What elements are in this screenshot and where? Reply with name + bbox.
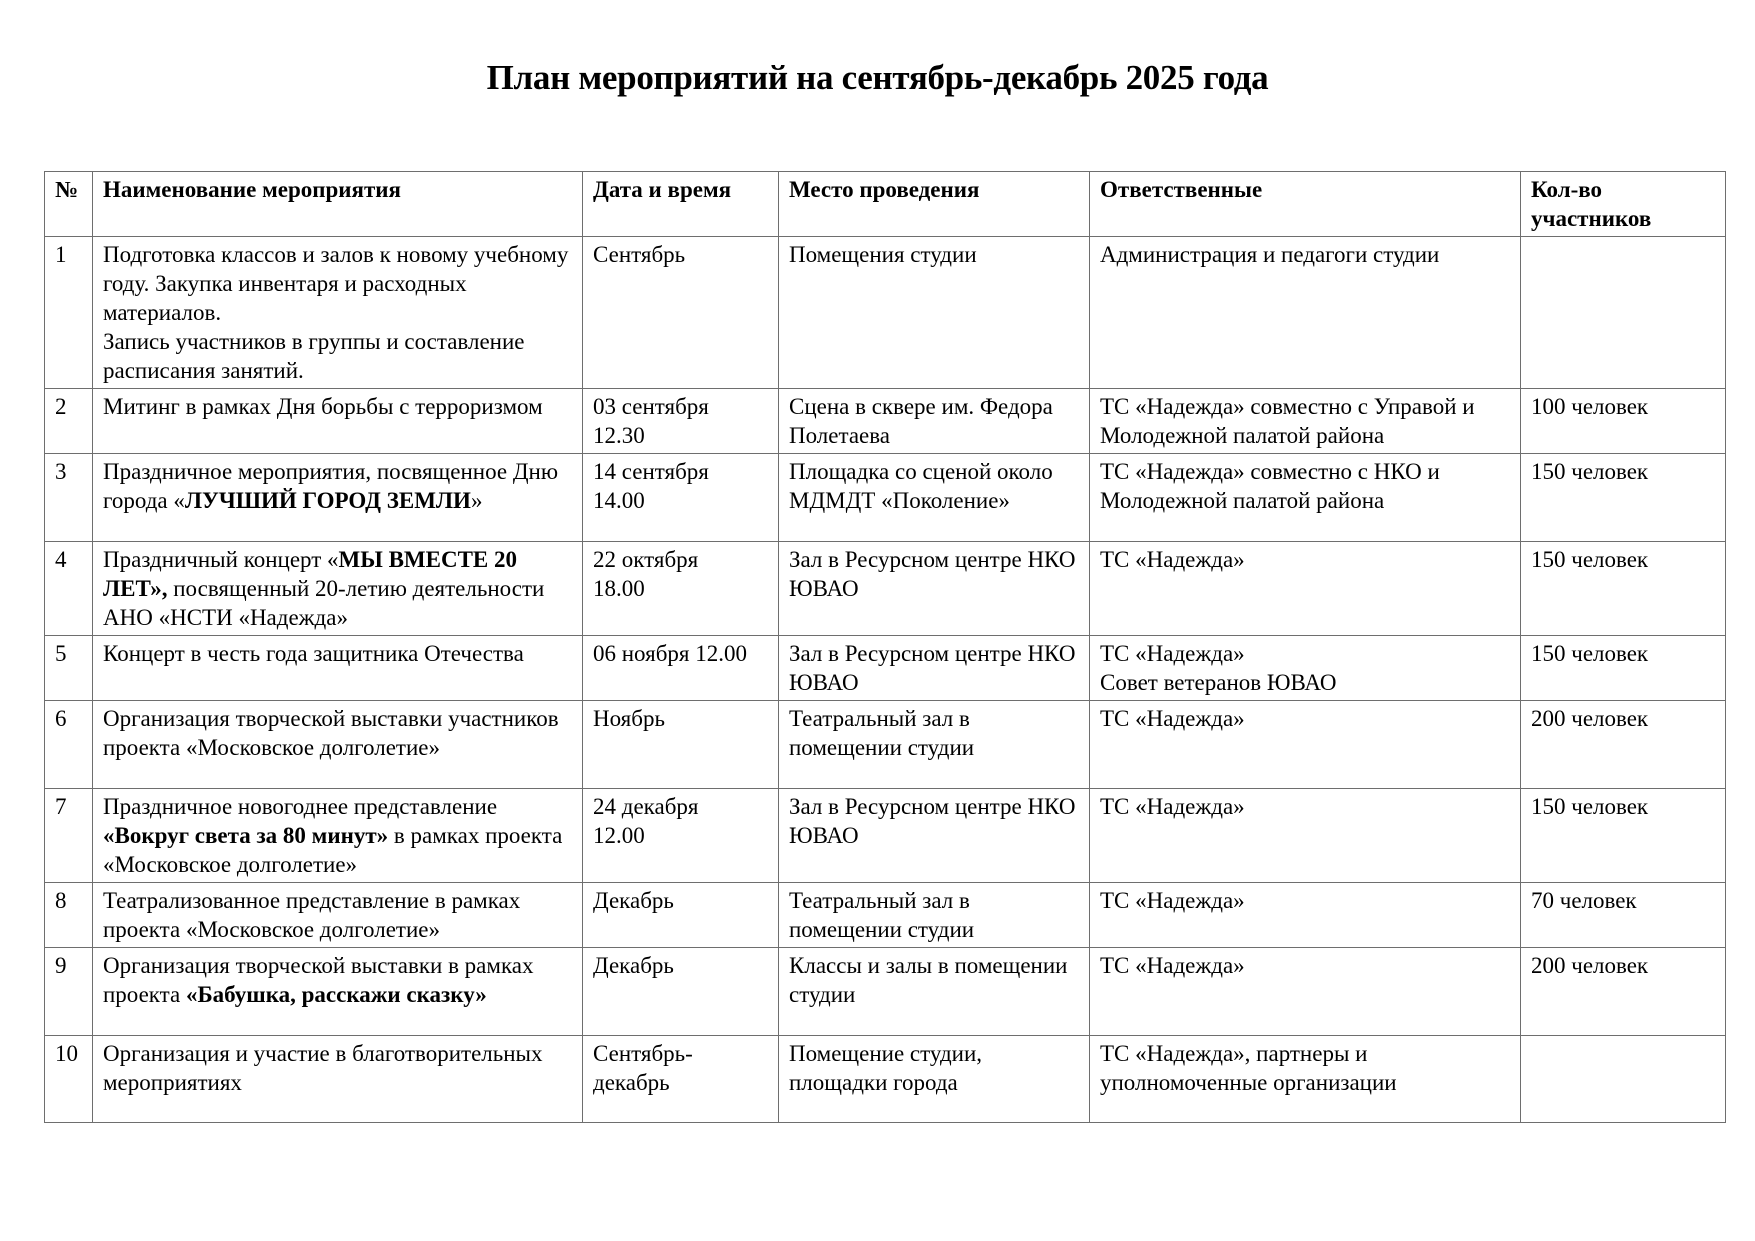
cell-participants-count <box>1521 1036 1726 1123</box>
cell-num: 10 <box>45 1036 93 1123</box>
cell-event-name <box>93 542 583 636</box>
cell-date-time <box>583 701 779 789</box>
table-row <box>45 237 1726 389</box>
cell-participants-count: 150 человек <box>1521 454 1726 542</box>
cell-responsible <box>1090 454 1521 542</box>
header-participants-count: Кол-во участников <box>1521 172 1726 237</box>
cell-responsible <box>1090 237 1521 389</box>
responsible-line: ТС «Надежда» совместно с Управой и Молодежной палатой района <box>1100 394 1475 448</box>
event-name-bold-part: «Вокруг света за 80 минут» <box>103 823 389 848</box>
responsible-line: ТС «Надежда», партнеры и уполномоченные организации <box>1100 1041 1397 1095</box>
date-line: Декабрь <box>593 888 674 913</box>
cell-event-name <box>93 1036 583 1123</box>
cell-participants-count: 200 человек <box>1521 948 1726 1036</box>
cell-date-time <box>583 948 779 1036</box>
date-line: Ноябрь <box>593 706 665 731</box>
cell-venue <box>779 389 1090 454</box>
responsible-line: Администрация и педагоги студии <box>1100 242 1440 267</box>
responsible-line: ТС «Надежда» <box>1100 794 1245 819</box>
table-row <box>45 1036 1726 1123</box>
table-header-row <box>45 172 1726 237</box>
cell-participants-count: 70 человек <box>1521 883 1726 948</box>
cell-responsible <box>1090 542 1521 636</box>
cell-event-name <box>93 454 583 542</box>
cell-participants-count: 150 человек <box>1521 636 1726 701</box>
cell-date-time <box>583 454 779 542</box>
header-venue: Место проведения <box>779 172 1090 237</box>
date-line: Сентябрь- <box>593 1041 693 1066</box>
event-name-part: Организация и участие в благотворительных мероприятиях <box>103 1041 543 1095</box>
event-name-part: посвященный 20-летию деятельности АНО «НСТИ «Надежда» <box>103 576 545 630</box>
event-name-part: Концерт в честь года защитника Отечества <box>103 641 524 666</box>
cell-date-time <box>583 789 779 883</box>
cell-participants-count: 200 человек <box>1521 701 1726 789</box>
cell-event-name <box>93 636 583 701</box>
venue-line: Зал в Ресурсном центре НКО ЮВАО <box>789 794 1076 848</box>
cell-event-name <box>93 237 583 389</box>
cell-participants-count <box>1521 237 1726 389</box>
cell-responsible <box>1090 883 1521 948</box>
cell-num: 8 <box>45 883 93 948</box>
cell-num: 1 <box>45 237 93 389</box>
venue-line: Театральный зал в помещении студии <box>789 706 975 760</box>
date-line: Декабрь <box>593 953 674 978</box>
cell-responsible <box>1090 789 1521 883</box>
date-line: 24 декабря <box>593 794 699 819</box>
cell-date-time <box>583 1036 779 1123</box>
cell-event-name <box>93 948 583 1036</box>
cell-date-time <box>583 636 779 701</box>
event-name-part: Праздничный концерт « <box>103 547 339 572</box>
event-name-part: в рамках проекта «Московское долголетие» <box>103 823 563 877</box>
cell-participants-count: 150 человек <box>1521 789 1726 883</box>
event-name-part: Запись участников в группы и составление расписания занятий. <box>103 329 525 383</box>
date-line: 18.00 <box>593 576 645 601</box>
cell-date-time <box>583 542 779 636</box>
event-name-part: Организация творческой выставки в рамках проекта <box>103 953 534 1007</box>
venue-line: Классы и залы в помещении студии <box>789 953 1068 1007</box>
table-row <box>45 389 1726 454</box>
cell-num: 6 <box>45 701 93 789</box>
event-name-part: Праздничное новогоднее представление <box>103 794 498 819</box>
header-responsible: Ответственные <box>1090 172 1521 237</box>
document-title: План мероприятий на сентябрь-декабрь 2025 года <box>486 58 1269 97</box>
venue-line: Театральный зал в помещении студии <box>789 888 975 942</box>
cell-responsible <box>1090 701 1521 789</box>
event-name-part: Митинг в рамках Дня борьбы с терроризмом <box>103 394 543 419</box>
event-name-part: Театрализованное представление в рамках проекта «Московское долголетие» <box>103 888 521 942</box>
cell-num: 2 <box>45 389 93 454</box>
responsible-line: ТС «Надежда» <box>1100 641 1245 666</box>
cell-venue <box>779 948 1090 1036</box>
date-line: 03 сентября <box>593 394 709 419</box>
table-row <box>45 636 1726 701</box>
events-plan-table <box>44 171 1726 1123</box>
cell-responsible <box>1090 636 1521 701</box>
event-name-bold-part: «Бабушка, расскажи сказку» <box>185 982 487 1007</box>
event-name-bold-part: МЫ ВМЕСТЕ 20 ЛЕТ», <box>103 547 518 601</box>
responsible-line: ТС «Надежда» <box>1100 547 1245 572</box>
header-event-name: Наименование мероприятия <box>93 172 583 237</box>
table-row <box>45 542 1726 636</box>
table-row <box>45 701 1726 789</box>
cell-venue <box>779 636 1090 701</box>
cell-date-time <box>583 389 779 454</box>
date-line: Сентябрь <box>593 242 686 267</box>
venue-line: Помещения студии <box>789 242 977 267</box>
responsible-line: Совет ветеранов ЮВАО <box>1100 670 1337 695</box>
date-line: декабрь <box>593 1070 670 1095</box>
cell-venue <box>779 237 1090 389</box>
cell-event-name <box>93 883 583 948</box>
header-num: № <box>45 172 93 237</box>
venue-line: Помещение студии, площадки города <box>789 1041 983 1095</box>
cell-num: 5 <box>45 636 93 701</box>
responsible-line: ТС «Надежда» <box>1100 953 1245 978</box>
cell-venue <box>779 789 1090 883</box>
cell-num: 9 <box>45 948 93 1036</box>
cell-participants-count: 100 человек <box>1521 389 1726 454</box>
venue-line: Сцена в сквере им. Федора Полетаева <box>789 394 1053 448</box>
cell-num: 3 <box>45 454 93 542</box>
date-line: 12.00 <box>593 823 645 848</box>
table-row <box>45 454 1726 542</box>
table-row <box>45 948 1726 1036</box>
cell-venue <box>779 1036 1090 1123</box>
event-name-part: » <box>470 488 483 513</box>
table-row <box>45 789 1726 883</box>
cell-participants-count: 150 человек <box>1521 542 1726 636</box>
cell-date-time <box>583 883 779 948</box>
event-name-part: Организация творческой выставки участников проекта «Московское долголетие» <box>103 706 559 760</box>
date-line: 14 сентября <box>593 459 709 484</box>
cell-responsible <box>1090 389 1521 454</box>
event-name-part: Подготовка классов и залов к новому учебному году. Закупка инвентаря и расходных материалов. <box>103 242 569 325</box>
cell-venue <box>779 542 1090 636</box>
date-line: 22 октября <box>593 547 699 572</box>
responsible-line: ТС «Надежда» <box>1100 706 1245 731</box>
cell-responsible <box>1090 948 1521 1036</box>
date-line: 12.30 <box>593 423 645 448</box>
cell-venue <box>779 454 1090 542</box>
table-row <box>45 883 1726 948</box>
cell-event-name <box>93 701 583 789</box>
cell-event-name <box>93 789 583 883</box>
header-date-time: Дата и время <box>583 172 779 237</box>
responsible-line: ТС «Надежда» совместно с НКО и Молодежной палатой района <box>1100 459 1440 513</box>
cell-num: 7 <box>45 789 93 883</box>
venue-line: Зал в Ресурсном центре НКО ЮВАО <box>789 641 1076 695</box>
responsible-line: ТС «Надежда» <box>1100 888 1245 913</box>
table-body <box>45 237 1726 1123</box>
venue-line: Площадка со сценой около МДМДТ «Поколение» <box>789 459 1053 513</box>
cell-responsible <box>1090 1036 1521 1123</box>
date-line: 06 ноября 12.00 <box>593 641 747 666</box>
cell-num: 4 <box>45 542 93 636</box>
cell-event-name <box>93 389 583 454</box>
cell-venue <box>779 701 1090 789</box>
event-name-part: Праздничное мероприятия, посвященное Дню города « <box>103 459 559 513</box>
venue-line: Зал в Ресурсном центре НКО ЮВАО <box>789 547 1076 601</box>
cell-venue <box>779 883 1090 948</box>
event-name-bold-part: ЛУЧШИЙ ГОРОД ЗЕМЛИ <box>184 488 471 513</box>
cell-date-time <box>583 237 779 389</box>
date-line: 14.00 <box>593 488 645 513</box>
